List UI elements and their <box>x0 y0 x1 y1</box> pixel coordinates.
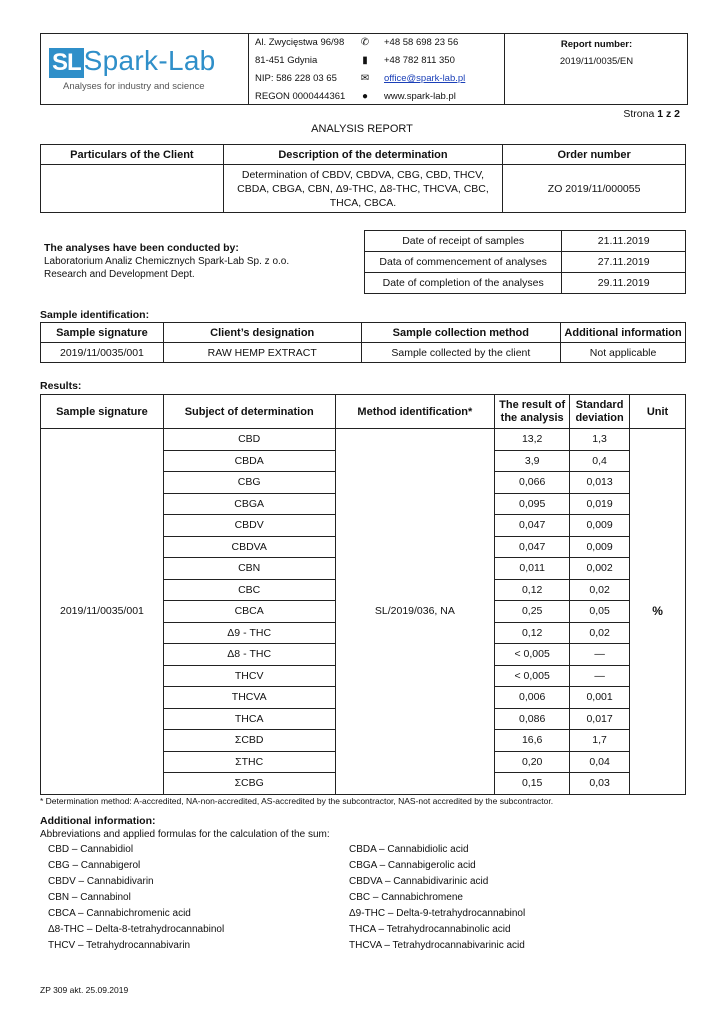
lab-name: Laboratorium Analiz Chemicznych Spark-Lab Sp. z o.o. <box>44 256 290 267</box>
additional-heading: Additional information: <box>40 815 156 827</box>
unit-header: Unit <box>630 395 686 429</box>
result-value: 0,086 <box>495 708 570 730</box>
method-footnote: * Determination method: A-accredited, NA-non-accredited, AS-accredited by the subcontractor, NAS-not accredited by the subcontractor. <box>40 796 554 806</box>
abbreviation-item: CBDVA – Cannabidivarinic acid <box>349 876 489 887</box>
result-value: 0,12 <box>495 622 570 644</box>
additional-info: Not applicable <box>561 343 686 363</box>
result-value: 0,066 <box>495 472 570 494</box>
report-number-label: Report number: <box>560 39 633 50</box>
abbreviation-item: THCV – Tetrahydrocannabivarin <box>48 940 191 951</box>
result-value: 0,25 <box>495 601 570 623</box>
sd-header: Standard deviation <box>570 395 630 429</box>
subject-cell: THCV <box>163 665 335 687</box>
subject-cell: CBDV <box>163 515 335 537</box>
page-total: 2 <box>674 108 680 120</box>
results-body <box>41 429 686 795</box>
mail-icon: ✉ <box>360 73 370 84</box>
logo-mark: SL <box>49 48 84 78</box>
conducted-by <box>44 242 344 281</box>
contact-list <box>358 34 504 106</box>
subject-cell: Δ8 - THC <box>163 644 335 666</box>
client-designation: RAW HEMP EXTRACT <box>163 343 361 363</box>
subject-cell: ΣCBD <box>163 730 335 752</box>
subject-cell: CBGA <box>163 493 335 515</box>
subject-cell: CBG <box>163 472 335 494</box>
subject-cell: CBN <box>163 558 335 580</box>
result-sample-signature: 2019/11/0035/001 <box>41 429 164 795</box>
sd-value: 0,4 <box>570 450 630 472</box>
date-value: 21.11.2019 <box>562 231 686 252</box>
result-value: 3,9 <box>495 450 570 472</box>
logo-tagline: Analyses for industry and science <box>63 81 205 92</box>
results-heading: Results: <box>40 380 82 392</box>
client-header: Particulars of the Client <box>41 145 224 165</box>
result-value: 0,20 <box>495 751 570 773</box>
date-label: Data of commencement of analyses <box>365 252 562 273</box>
abbreviation-item: CBN – Cannabinol <box>48 892 131 903</box>
subject-cell: CBD <box>163 429 335 451</box>
page-current: 1 <box>657 108 664 120</box>
additional-info-header: Additional information <box>561 323 686 343</box>
sd-value: 0,001 <box>570 687 630 709</box>
abbreviation-item: CBG – Cannabigerol <box>48 860 141 871</box>
result-value: 0,12 <box>495 579 570 601</box>
sample-id-heading: Sample identification: <box>40 309 150 321</box>
client-particulars <box>41 165 224 213</box>
date-label: Date of receipt of samples <box>365 231 562 252</box>
result-value: 0,011 <box>495 558 570 580</box>
phone-icon: ✆ <box>360 37 370 48</box>
abbreviation-item: Δ8-THC – Delta-8-tetrahydrocannabinol <box>48 924 225 935</box>
email-link[interactable]: office@spark-lab.pl <box>384 73 466 84</box>
abbreviation-item: CBGA – Cannabigerolic acid <box>349 860 476 871</box>
letterhead <box>40 33 688 105</box>
subject-cell: THCVA <box>163 687 335 709</box>
sd-value: 0,013 <box>570 472 630 494</box>
sd-value: 0,04 <box>570 751 630 773</box>
sd-value: 0,009 <box>570 515 630 537</box>
sd-value: 0,009 <box>570 536 630 558</box>
client-table <box>40 144 686 213</box>
sd-value: 0,017 <box>570 708 630 730</box>
determination-description: Determination of CBDV, CBDVA, CBG, CBD, THCV, CBDA, CBGA, CBN, Δ9-THC, Δ8-THC, THCVA, CBC, THCA, CBCA. <box>223 165 503 213</box>
description-header: Description of the determination <box>223 145 503 165</box>
subject-cell: THCA <box>163 708 335 730</box>
subject-cell: CBCA <box>163 601 335 623</box>
lab-dept: Research and Development Dept. <box>44 269 195 280</box>
abbreviation-item: CBDA – Cannabidiolic acid <box>349 844 469 855</box>
sd-value: 0,02 <box>570 622 630 644</box>
result-header: The result of the analysis <box>495 395 570 429</box>
result-value: 0,006 <box>495 687 570 709</box>
report-number: 2019/11/0035/EN <box>559 56 634 67</box>
result-value: 16,6 <box>495 730 570 752</box>
subject-cell: CBDA <box>163 450 335 472</box>
result-value: 0,095 <box>495 493 570 515</box>
abbreviation-item: CBC – Cannabichromene <box>349 892 463 903</box>
subject-cell: CBC <box>163 579 335 601</box>
sample-signature-header: Sample signature <box>41 323 164 343</box>
abbreviation-item: THCA – Tetrahydrocannabinolic acid <box>349 924 511 935</box>
result-value: < 0,005 <box>495 665 570 687</box>
sd-value: 1,3 <box>570 429 630 451</box>
report-number-box <box>504 34 688 104</box>
subject-header: Subject of determination <box>163 395 335 429</box>
subject-cell: ΣCBG <box>163 773 335 795</box>
abbreviation-item: THCVA – Tetrahydrocannabivarinic acid <box>349 940 525 951</box>
phone-number: +48 58 698 23 56 <box>384 37 459 48</box>
abbreviation-item: CBDV – Cannabidivarin <box>48 876 154 887</box>
page-label: Strona <box>623 108 655 120</box>
sd-value: 0,02 <box>570 579 630 601</box>
sd-value: 0,019 <box>570 493 630 515</box>
address-line: Al. Zwycięstwa 96/98 <box>255 37 345 48</box>
address-line: NIP: 586 228 03 65 <box>255 73 337 84</box>
abbreviation-item: CBCA – Cannabichromenic acid <box>48 908 191 919</box>
subject-cell: ΣTHC <box>163 751 335 773</box>
result-value: 0,15 <box>495 773 570 795</box>
order-number: ZO 2019/11/000055 <box>503 165 686 213</box>
order-header: Order number <box>503 145 686 165</box>
result-value: < 0,005 <box>495 644 570 666</box>
subject-cell: CBDVA <box>163 536 335 558</box>
globe-icon: ● <box>361 91 369 102</box>
abbreviation-item: Δ9-THC – Delta-9-tetrahydrocannabinol <box>349 908 526 919</box>
sample-signature: 2019/11/0035/001 <box>41 343 164 363</box>
mobile-icon: ▮ <box>362 55 368 66</box>
form-code: ZP 309 akt. 25.09.2019 <box>40 985 129 995</box>
client-designation-header: Client’s designation <box>163 323 361 343</box>
conducted-heading: The analyses have been conducted by: <box>44 242 239 254</box>
collection-method: Sample collected by the client <box>361 343 561 363</box>
logo-name: Spark-Lab <box>83 45 216 76</box>
date-value: 27.11.2019 <box>562 252 686 273</box>
sample-id-table <box>40 322 686 363</box>
abbreviations-left <box>48 842 224 954</box>
date-value: 29.11.2019 <box>562 273 686 294</box>
address-line: 81-451 Gdynia <box>255 55 318 66</box>
abbreviation-item: CBD – Cannabidiol <box>48 844 134 855</box>
sd-value: 0,002 <box>570 558 630 580</box>
collection-method-header: Sample collection method <box>361 323 561 343</box>
mobile-number: +48 782 811 350 <box>384 55 455 66</box>
page-number <box>590 108 680 120</box>
website-link[interactable]: www.spark-lab.pl <box>384 91 456 102</box>
result-value: 0,047 <box>495 515 570 537</box>
results-table <box>40 394 686 795</box>
sd-value: 1,7 <box>570 730 630 752</box>
address-line: REGON 0000444361 <box>255 91 346 102</box>
unit-cell: % <box>630 429 686 795</box>
logo <box>41 34 249 104</box>
method-header: Method identification* <box>335 395 495 429</box>
sd-value: — <box>570 665 630 687</box>
subject-cell: Δ9 - THC <box>163 622 335 644</box>
result-value: 0,047 <box>495 536 570 558</box>
dates-table <box>364 230 686 294</box>
company-address <box>255 34 355 106</box>
method-cell: SL/2019/036, NA <box>335 429 495 795</box>
date-label: Date of completion of the analyses <box>365 273 562 294</box>
result-row <box>41 429 686 451</box>
result-value: 13,2 <box>495 429 570 451</box>
sd-value: 0,03 <box>570 773 630 795</box>
sd-value: — <box>570 644 630 666</box>
sd-value: 0,05 <box>570 601 630 623</box>
page-of: z <box>665 108 672 120</box>
abbreviations-intro: Abbreviations and applied formulas for the calculation of the sum: <box>40 829 330 840</box>
result-signature-header: Sample signature <box>41 395 164 429</box>
abbreviations-right <box>349 842 525 954</box>
report-title: ANALYSIS REPORT <box>311 123 413 135</box>
